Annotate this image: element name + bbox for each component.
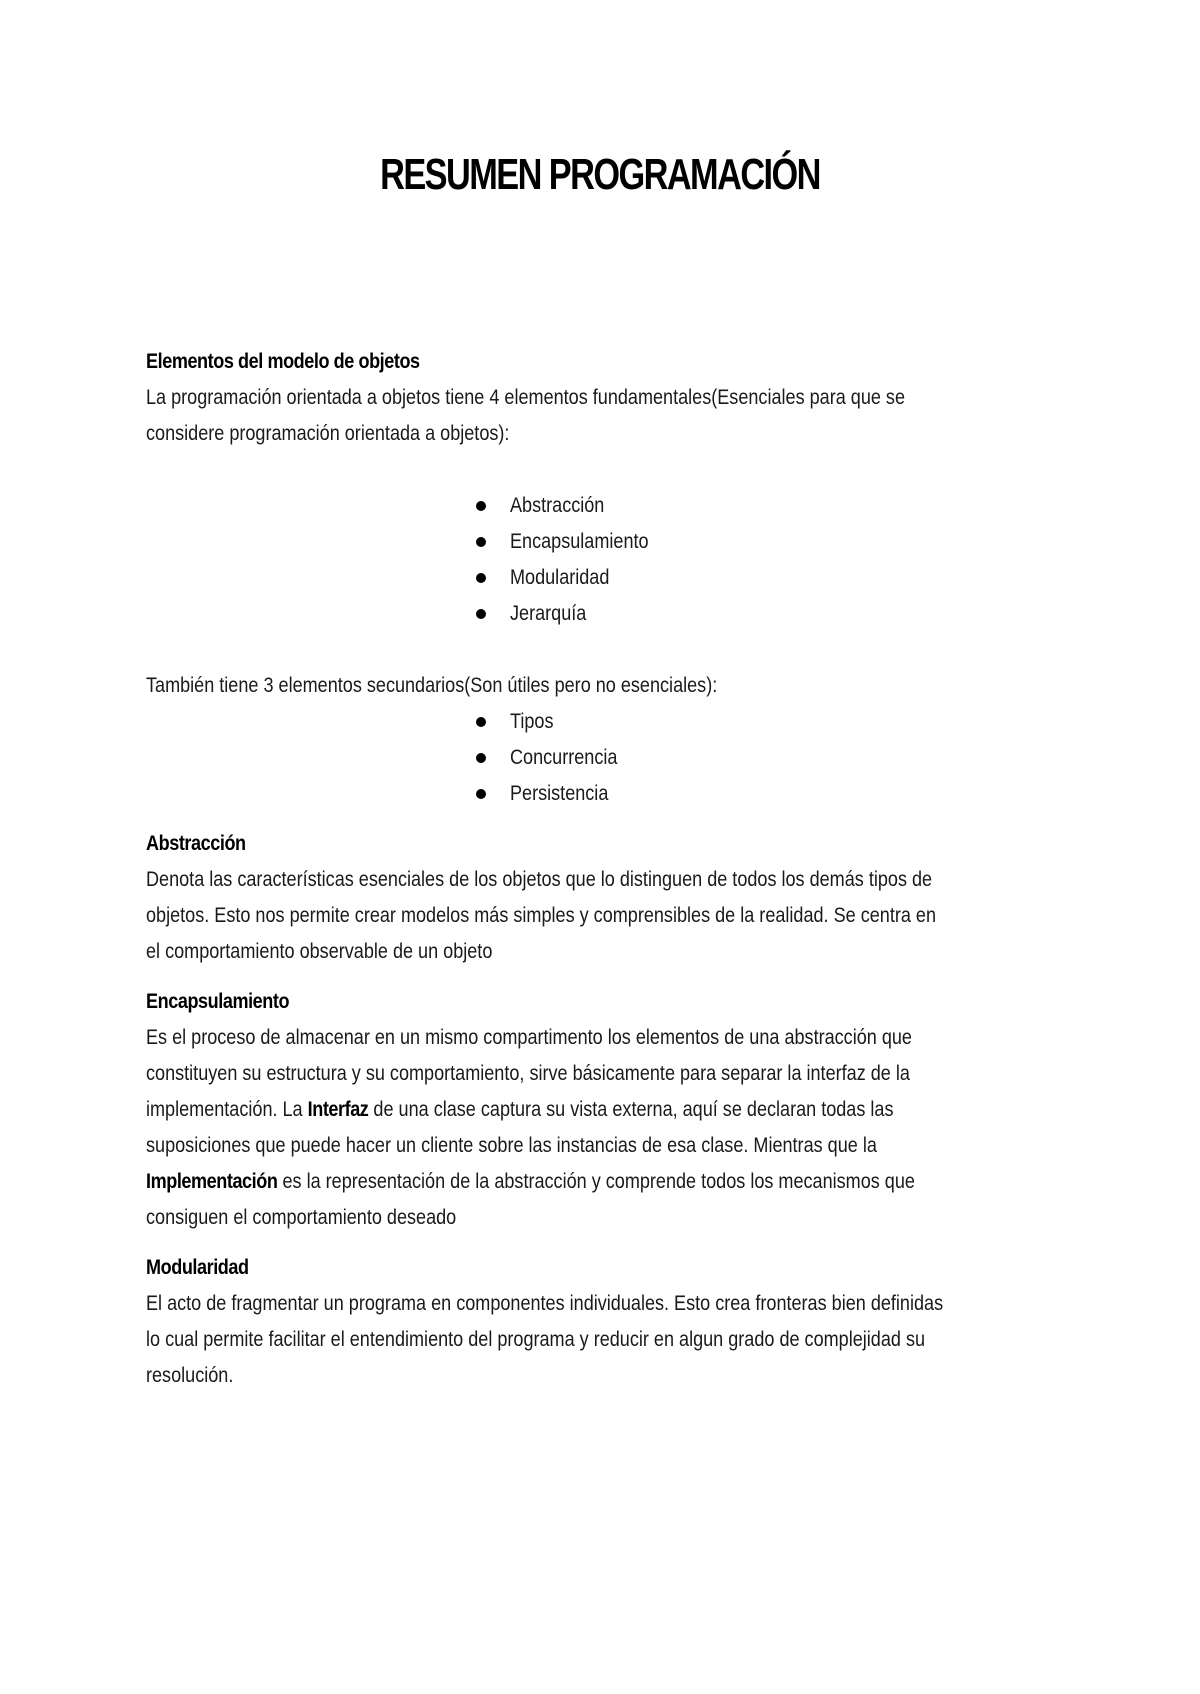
bullet-icon [476,717,486,727]
bullet-icon [476,573,486,583]
bullet-icon [476,789,486,799]
fundamental-elements-list [146,488,1066,632]
list-item: Tipos [476,704,1066,740]
text-run: de una clase captura su vista externa, aquí se declaran todas las [368,1098,894,1121]
section-heading-modularidad: Modularidad [146,1256,249,1279]
secondary-elements-list [146,704,1066,812]
paragraph-line: Es el proceso de almacenar en un mismo compartimento los elementos de una abstracción que [146,1026,912,1049]
list-item: Concurrencia [476,740,1066,776]
bullet-icon [476,501,486,511]
paragraph-line: el comportamiento observable de un objeto [146,940,493,963]
term-interfaz: Interfaz [307,1098,369,1121]
term-implementacion: Implementación [146,1170,278,1193]
list-item: Encapsulamiento [476,524,1066,560]
section-heading-abstraccion: Abstracción [146,832,246,855]
paragraph-line: Denota las características esenciales de los objetos que lo distinguen de todos los demás tipos de [146,868,933,891]
paragraph-line [146,1164,1066,1200]
bullet-icon [476,537,486,547]
paragraph-line: suposiciones que puede hacer un cliente sobre las instancias de esa clase. Mientras que la [146,1134,877,1157]
text-run: implementación. La [146,1098,308,1121]
list-item: Abstracción [476,488,1066,524]
paragraph-line: considere programación orientada a objetos): [146,422,510,445]
list-item: Modularidad [476,560,1066,596]
section-heading-encapsulamiento: Encapsulamiento [146,990,290,1013]
bullet-icon [476,753,486,763]
bullet-icon [476,609,486,619]
paragraph-line: También tiene 3 elementos secundarios(Son útiles pero no esenciales): [146,674,718,697]
document-body [146,344,1066,1394]
list-item: Persistencia [476,776,1066,812]
paragraph-line: La programación orientada a objetos tiene 4 elementos fundamentales(Esenciales para que se [146,386,906,409]
paragraph-line [146,1092,1066,1128]
text-run: es la representación de la abstracción y comprende todos los mecanismos que [277,1170,915,1193]
paragraph-line: lo cual permite facilitar el entendimiento del programa y reducir en algun grado de complejidad su [146,1328,926,1351]
paragraph-line: resolución. [146,1364,234,1387]
paragraph-line: consiguen el comportamiento deseado [146,1206,457,1229]
paragraph-line: constituyen su estructura y su comportamiento, sirve básicamente para separar la interfaz de la [146,1062,910,1085]
page-title: RESUMEN PROGRAMACIÓN [380,150,820,199]
paragraph-line: objetos. Esto nos permite crear modelos más simples y comprensibles de la realidad. Se centra en [146,904,937,927]
section-heading-elementos: Elementos del modelo de objetos [146,350,420,373]
paragraph-line: El acto de fragmentar un programa en componentes individuales. Esto crea fronteras bien definidas [146,1292,944,1315]
list-item: Jerarquía [476,596,1066,632]
